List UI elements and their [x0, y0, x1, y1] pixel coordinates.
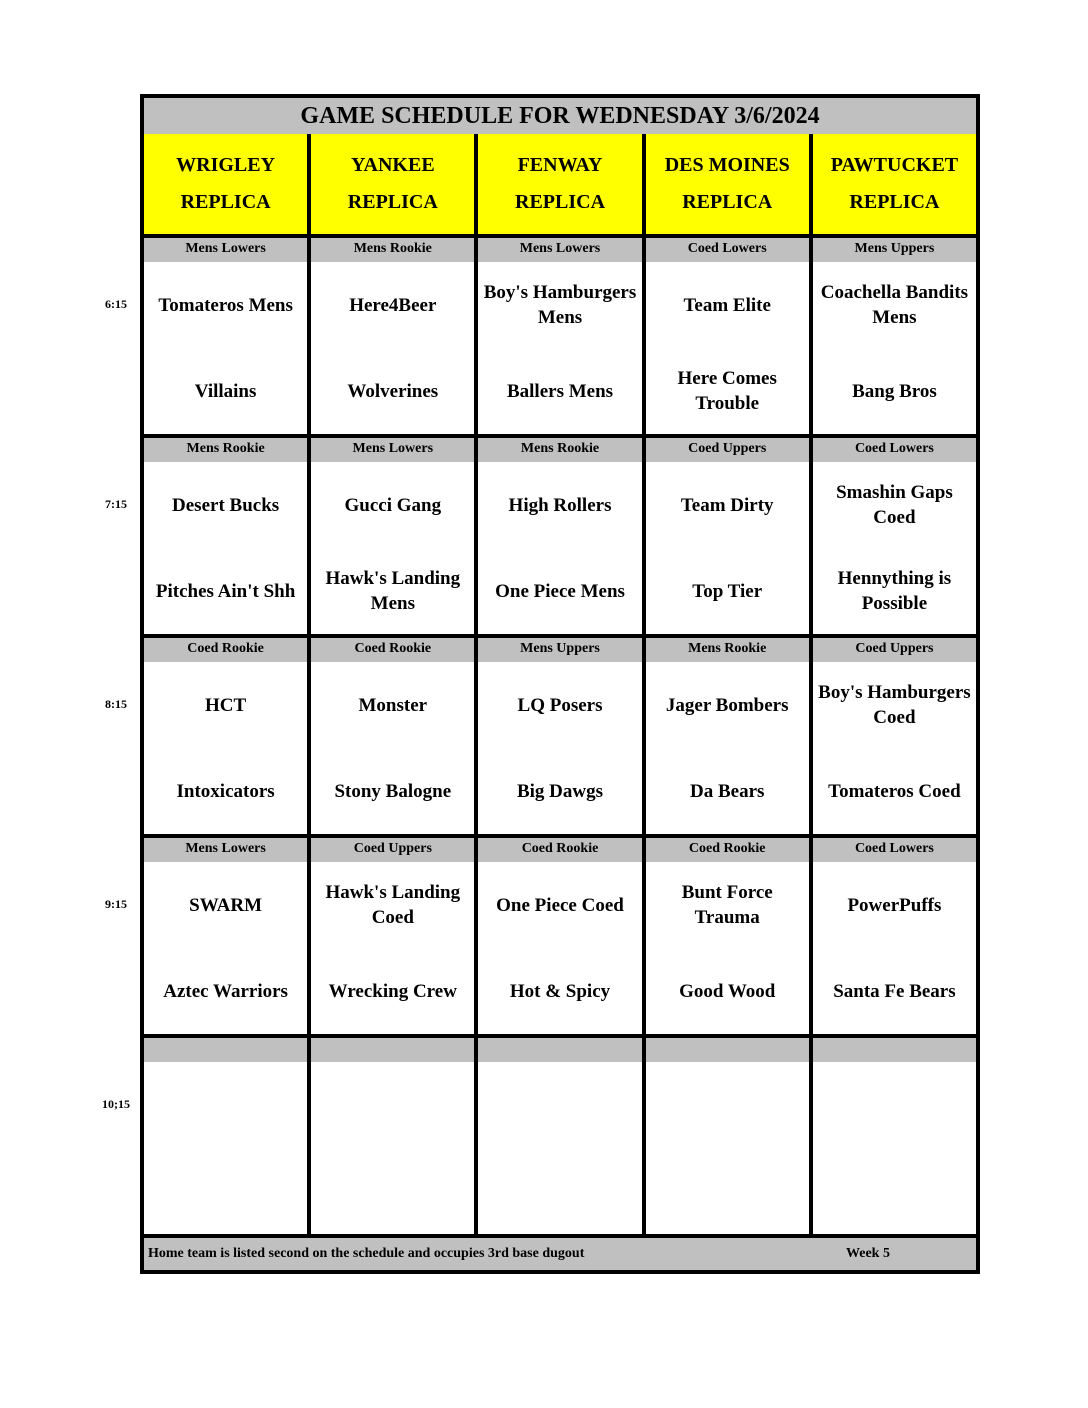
game-cell — [307, 862, 474, 1034]
home-team: Stony Balogne — [334, 780, 452, 802]
division-label: Mens Rookie — [474, 438, 641, 462]
game-row — [144, 262, 976, 438]
away-team: Boy's Hamburgers Coed — [818, 682, 971, 728]
schedule-table — [140, 94, 980, 1274]
time-label: 8:15 — [105, 697, 127, 711]
game-cell — [642, 262, 809, 434]
home-team: Intoxicators — [176, 780, 275, 802]
game-row — [144, 662, 976, 838]
field-header — [144, 134, 307, 234]
time-label: 6:15 — [105, 297, 127, 311]
away-team: Monster — [358, 694, 428, 716]
game-row — [144, 1062, 976, 1238]
division-label: Coed Uppers — [642, 438, 809, 462]
game-cell — [474, 1062, 641, 1234]
away-team — [478, 1062, 641, 1148]
field-name: WRIGLEY — [176, 154, 276, 176]
game-cell — [474, 462, 641, 634]
field-name: PAWTUCKET — [830, 154, 959, 176]
division-label — [144, 1038, 307, 1062]
away-team: Coachella Bandits Mens — [820, 282, 969, 328]
home-team: Ballers Mens — [506, 380, 614, 402]
home-team: Bang Bros — [852, 380, 937, 402]
game-cell — [642, 462, 809, 634]
away-team: Boy's Hamburgers Mens — [483, 282, 637, 328]
field-name: FENWAY — [517, 154, 603, 176]
game-cell — [474, 862, 641, 1034]
home-team: Wolverines — [347, 380, 439, 402]
division-label: Coed Rookie — [642, 838, 809, 862]
game-cell — [642, 662, 809, 834]
division-label: Mens Lowers — [144, 238, 307, 262]
home-team: Pitches Ain't Shh — [155, 580, 296, 602]
division-label: Mens Lowers — [144, 838, 307, 862]
division-label — [474, 1038, 641, 1062]
home-team: Good Wood — [679, 980, 776, 1002]
home-team — [478, 1148, 641, 1234]
home-team: Santa Fe Bears — [833, 980, 956, 1002]
game-row — [144, 862, 976, 1038]
home-team: One Piece Mens — [495, 580, 625, 602]
division-label: Mens Rookie — [144, 438, 307, 462]
home-team: Hawk's Landing Mens — [325, 568, 461, 614]
away-team: SWARM — [189, 894, 263, 916]
division-label — [307, 1038, 474, 1062]
game-cell — [474, 262, 641, 434]
away-team: LQ Posers — [517, 694, 603, 716]
division-label: Coed Lowers — [642, 238, 809, 262]
game-cell — [307, 662, 474, 834]
schedule-title: GAME SCHEDULE FOR WEDNESDAY 3/6/2024 — [144, 98, 976, 138]
away-team: Team Elite — [683, 294, 771, 316]
home-team: Hot & Spicy — [509, 980, 611, 1002]
division-label: Coed Lowers — [809, 838, 976, 862]
week-label: Week 5 — [846, 1246, 890, 1261]
division-label: Coed Uppers — [809, 638, 976, 662]
division-label: Mens Lowers — [474, 238, 641, 262]
game-cell — [474, 662, 641, 834]
away-team — [813, 1062, 976, 1148]
home-team: Aztec Warriors — [163, 980, 288, 1002]
away-team — [646, 1062, 809, 1148]
home-team: Da Bears — [690, 780, 765, 802]
home-team — [311, 1148, 474, 1234]
game-cell — [144, 262, 307, 434]
division-label — [642, 1038, 809, 1062]
field-header — [307, 134, 474, 234]
away-team: Tomateros Mens — [158, 294, 293, 316]
home-team: Tomateros Coed — [828, 780, 961, 802]
away-team — [144, 1062, 307, 1148]
division-label: Mens Uppers — [474, 638, 641, 662]
division-label — [809, 1038, 976, 1062]
game-cell — [809, 862, 976, 1034]
game-cell — [809, 1062, 976, 1234]
field-sub: REPLICA — [849, 191, 940, 213]
division-label: Coed Rookie — [307, 638, 474, 662]
home-team — [646, 1148, 809, 1234]
field-header — [474, 134, 641, 234]
field-header — [642, 134, 809, 234]
game-cell — [144, 1062, 307, 1234]
away-team: Team Dirty — [680, 494, 774, 516]
field-sub: REPLICA — [515, 191, 606, 213]
game-cell — [642, 1062, 809, 1234]
away-team: PowerPuffs — [847, 894, 942, 916]
away-team: Jager Bombers — [665, 694, 789, 716]
game-cell — [307, 462, 474, 634]
game-row — [144, 462, 976, 638]
away-team: Here4Beer — [349, 294, 437, 316]
field-name: DES MOINES — [664, 154, 790, 176]
time-label: 9:15 — [105, 897, 127, 911]
game-cell — [642, 862, 809, 1034]
home-team — [144, 1148, 307, 1234]
game-cell — [809, 662, 976, 834]
division-label: Coed Uppers — [307, 838, 474, 862]
game-cell — [809, 262, 976, 434]
field-header-row — [144, 134, 976, 238]
away-team: HCT — [205, 694, 247, 716]
division-label: Mens Rookie — [642, 638, 809, 662]
home-team: Hennything is Possible — [837, 568, 952, 614]
home-team: Here Comes Trouble — [677, 368, 777, 414]
home-team: Wrecking Crew — [328, 980, 457, 1002]
game-cell — [144, 662, 307, 834]
game-cell — [809, 462, 976, 634]
division-label: Mens Lowers — [307, 438, 474, 462]
game-cell — [144, 462, 307, 634]
division-label: Mens Uppers — [809, 238, 976, 262]
away-team: Gucci Gang — [344, 494, 442, 516]
schedule-footer — [144, 1238, 976, 1270]
division-label: Coed Lowers — [809, 438, 976, 462]
field-sub: REPLICA — [682, 191, 773, 213]
field-sub: REPLICA — [180, 191, 271, 213]
away-team: Hawk's Landing Coed — [325, 882, 461, 928]
division-label: Coed Rookie — [144, 638, 307, 662]
division-label: Mens Rookie — [307, 238, 474, 262]
home-team — [813, 1148, 976, 1234]
game-cell — [144, 862, 307, 1034]
home-team: Villains — [194, 380, 257, 402]
game-cell — [307, 262, 474, 434]
away-team: One Piece Coed — [496, 894, 624, 916]
time-label: 7:15 — [105, 497, 127, 511]
game-cell — [307, 1062, 474, 1234]
away-team — [311, 1062, 474, 1148]
away-team: Desert Bucks — [172, 494, 280, 516]
home-team: Top Tier — [692, 580, 763, 602]
away-team: High Rollers — [508, 494, 612, 516]
field-sub: REPLICA — [347, 191, 438, 213]
home-team-note: Home team is listed second on the schedule and occupies 3rd base dugout — [148, 1246, 585, 1261]
away-team: Smashin Gaps Coed — [836, 482, 953, 528]
away-team: Bunt Force Trauma — [681, 882, 773, 928]
home-team: Big Dawgs — [516, 780, 604, 802]
field-name: YANKEE — [350, 154, 435, 176]
time-label: 10;15 — [102, 1097, 130, 1111]
field-header — [809, 134, 976, 234]
division-label: Coed Rookie — [474, 838, 641, 862]
